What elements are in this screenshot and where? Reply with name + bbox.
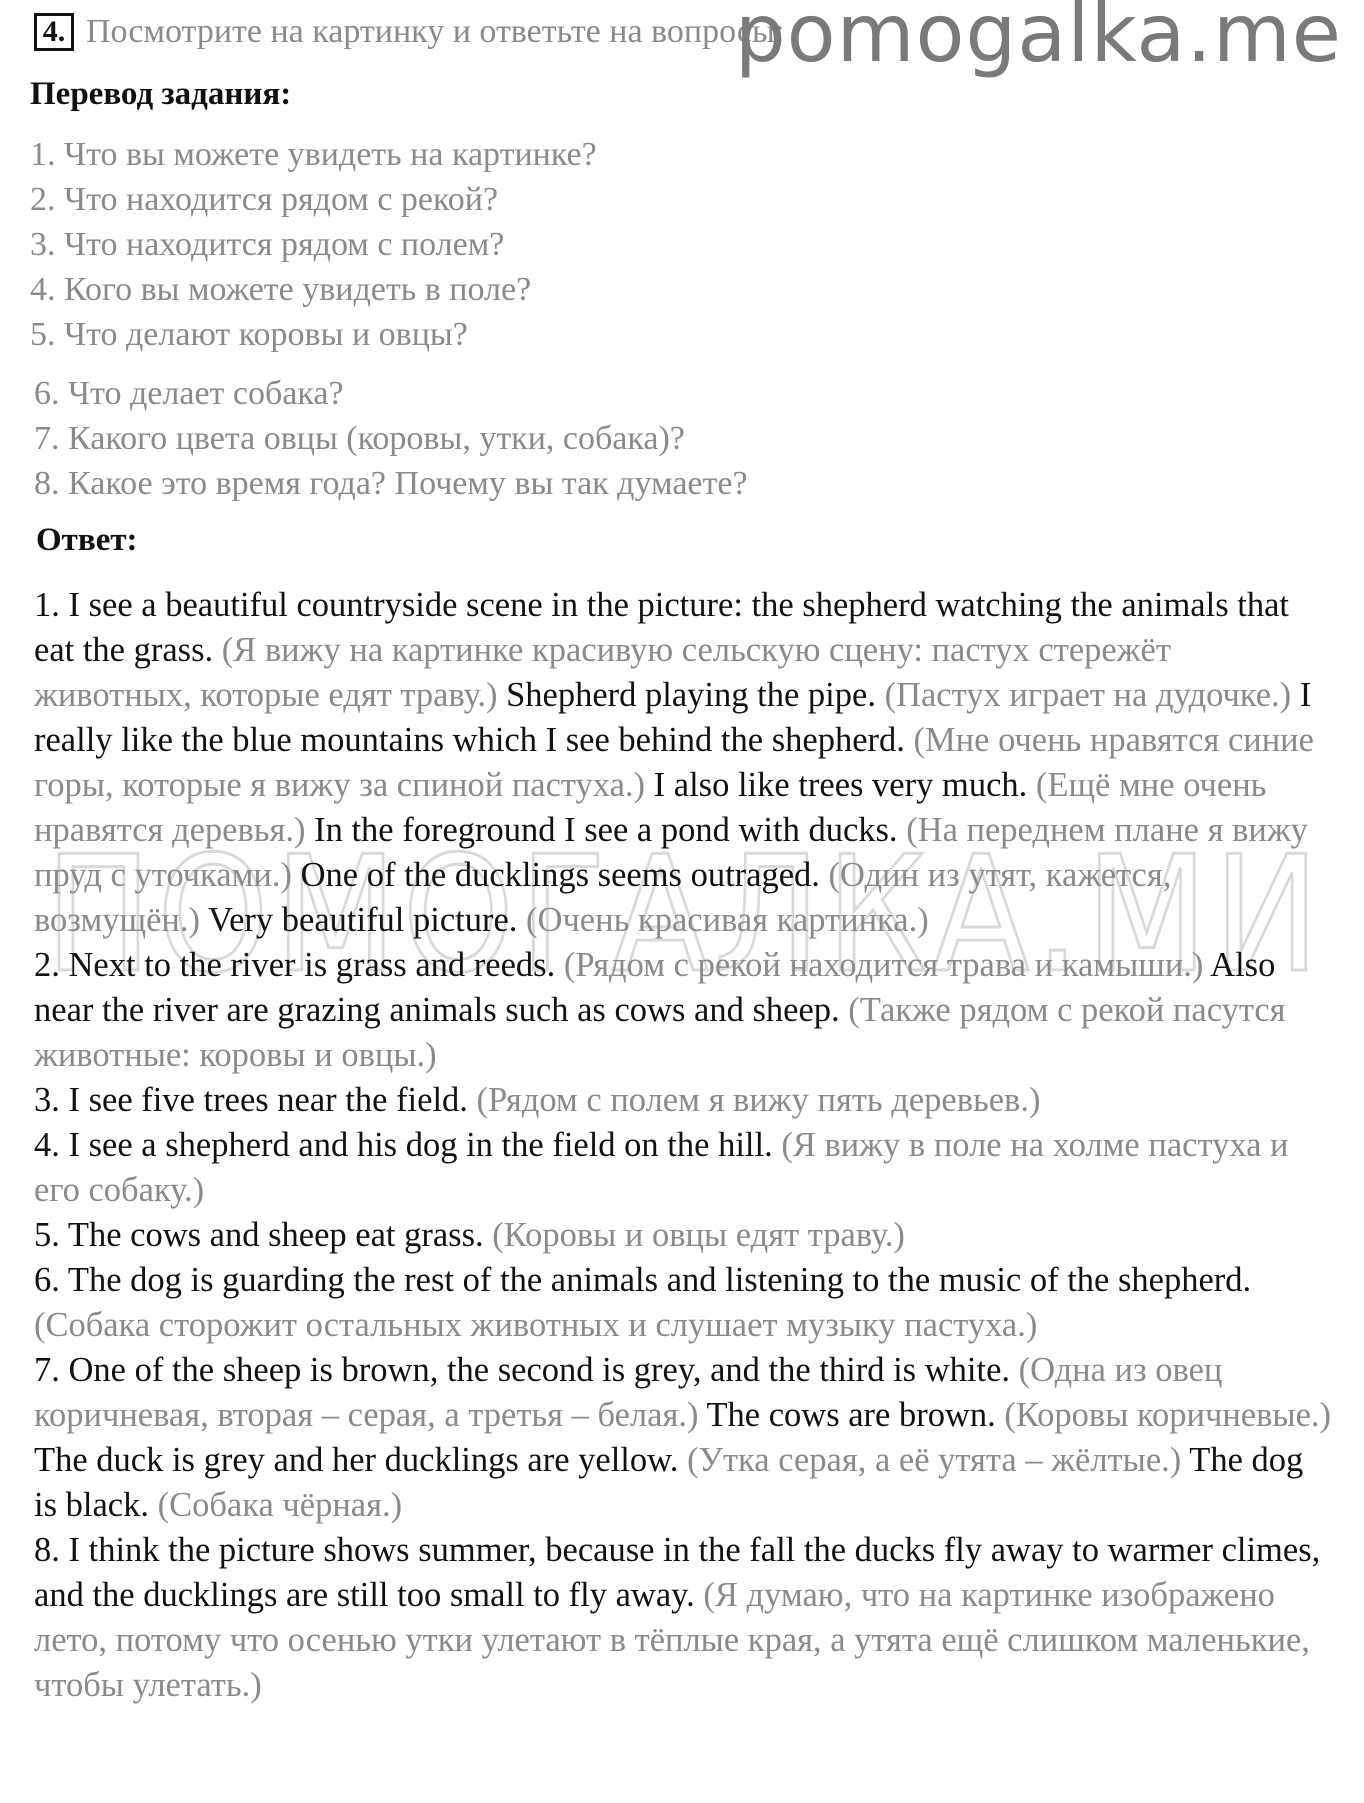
question-item: 6. Что делает собака? xyxy=(34,375,344,412)
russian-translation: (Также рядом с рекой пасутся животные: коровы и овцы.) xyxy=(34,991,1286,1074)
task-instruction: Посмотрите на картинку и ответьте на вопросы: xyxy=(86,13,785,50)
russian-translation: (Коровы и овцы едят траву.) xyxy=(492,1216,905,1254)
english-text: The dog is black. xyxy=(34,1441,1304,1524)
question-item: 2. Что находится рядом с рекой? xyxy=(30,181,499,218)
questions-list-2 xyxy=(34,371,748,506)
russian-translation: (Один из утят, кажется, возмущён.) xyxy=(34,856,1172,939)
russian-translation: (Ещё мне очень нравятся деревья.) xyxy=(34,766,1267,849)
english-text: 7. One of the sheep is brown, the second is grey, and the third is white. xyxy=(34,1351,1011,1389)
answer-paragraph-5 xyxy=(34,1213,1334,1258)
russian-translation: (Пастух играет на дудочке.) xyxy=(884,676,1292,714)
question-item: 1. Что вы можете увидеть на картинке? xyxy=(30,136,597,173)
russian-translation: (Я вижу в поле на холме пастуха и его собаку.) xyxy=(34,1126,1289,1209)
answer-body xyxy=(34,583,1334,1708)
english-text: The duck is grey and her ducklings are yellow. xyxy=(34,1441,679,1479)
russian-translation: (Собака сторожит остальных животных и слушает музыку пастуха.) xyxy=(34,1306,1038,1344)
answer-paragraph-8 xyxy=(34,1528,1334,1708)
russian-translation: (Утка серая, а её утята – жёлтые.) xyxy=(687,1441,1182,1479)
question-item: 7. Какого цвета овцы (коровы, утки, собака)? xyxy=(34,420,685,457)
english-text: Very beautiful picture. xyxy=(208,901,518,939)
english-text: 6. The dog is guarding the rest of the animals and listening to the music of the shepherd. xyxy=(34,1261,1252,1299)
english-text: Also near the river are grazing animals such as cows and sheep. xyxy=(34,946,1276,1029)
answer-paragraph-3 xyxy=(34,1078,1334,1123)
question-item: 8. Какое это время года? Почему вы так думаете? xyxy=(34,465,748,502)
site-watermark-logo: pomogalka.me xyxy=(734,0,1342,80)
english-text: In the foreground I see a pond with ducks. xyxy=(314,811,898,849)
question-item: 5. Что делают коровы и овцы? xyxy=(30,316,468,353)
answer-paragraph-2 xyxy=(34,943,1334,1078)
task-header xyxy=(34,10,784,54)
russian-translation: (Я вижу на картинке красивую сельскую сцену: пастух стережёт животных, которые едят траву.) xyxy=(34,631,1171,714)
answer-paragraph-6 xyxy=(34,1258,1334,1348)
english-text: 1. I see a beautiful countryside scene in the picture: the shepherd watching the animals that eat the grass. xyxy=(34,586,1289,669)
russian-translation: (Коровы коричневые.) xyxy=(1004,1396,1332,1434)
english-text: 4. I see a shepherd and his dog in the field on the hill. xyxy=(34,1126,773,1164)
answer-heading: Ответ: xyxy=(36,522,138,558)
russian-translation: (Очень красивая картинка.) xyxy=(526,901,929,939)
english-text: I really like the blue mountains which I see behind the shepherd. xyxy=(34,676,1312,759)
russian-translation: (Мне очень нравятся синие горы, которые я вижу за спиной пастуха.) xyxy=(34,721,1314,804)
questions-list-1 xyxy=(30,132,597,357)
watermark-text: ПОМОГАЛКА.МИ xyxy=(45,830,1325,990)
russian-translation: (Одна из овец коричневая, вторая – серая, а третья – белая.) xyxy=(34,1351,1223,1434)
russian-translation: (Рядом с рекой находится трава и камыши.) xyxy=(563,946,1204,984)
russian-translation: (Рядом с полем я вижу пять деревьев.) xyxy=(476,1081,1041,1119)
english-text: 8. I think the picture shows summer, because in the fall the ducks fly away to warmer climes, and the ducklings are still too small to fly away. xyxy=(34,1531,1321,1614)
translation-heading: Перевод задания: xyxy=(30,76,292,112)
english-text: I also like trees very much. xyxy=(653,766,1028,804)
answer-paragraph-1 xyxy=(34,583,1334,943)
russian-translation: (Я думаю, что на картинке изображено лето, потому что осенью утки улетают в тёплые края, а утята ещё слишком маленькие, чтобы улетать.) xyxy=(34,1576,1310,1704)
task-number-box: 4. xyxy=(34,13,74,51)
english-text: Shepherd playing the pipe. xyxy=(506,676,876,714)
russian-translation: (На переднем плане я вижу пруд с уточками.) xyxy=(34,811,1308,894)
answer-paragraph-7 xyxy=(34,1348,1334,1528)
russian-translation: (Собака чёрная.) xyxy=(157,1486,403,1524)
english-text: The cows are brown. xyxy=(706,1396,996,1434)
question-item: 3. Что находится рядом с полем? xyxy=(30,226,505,263)
question-item: 4. Кого вы можете увидеть в поле? xyxy=(30,271,532,308)
english-text: 5. The cows and sheep eat grass. xyxy=(34,1216,484,1254)
english-text: 2. Next to the river is grass and reeds. xyxy=(34,946,556,984)
english-text: 3. I see five trees near the field. xyxy=(34,1081,468,1119)
english-text: One of the ducklings seems outraged. xyxy=(300,856,820,894)
answer-paragraph-4 xyxy=(34,1123,1334,1213)
